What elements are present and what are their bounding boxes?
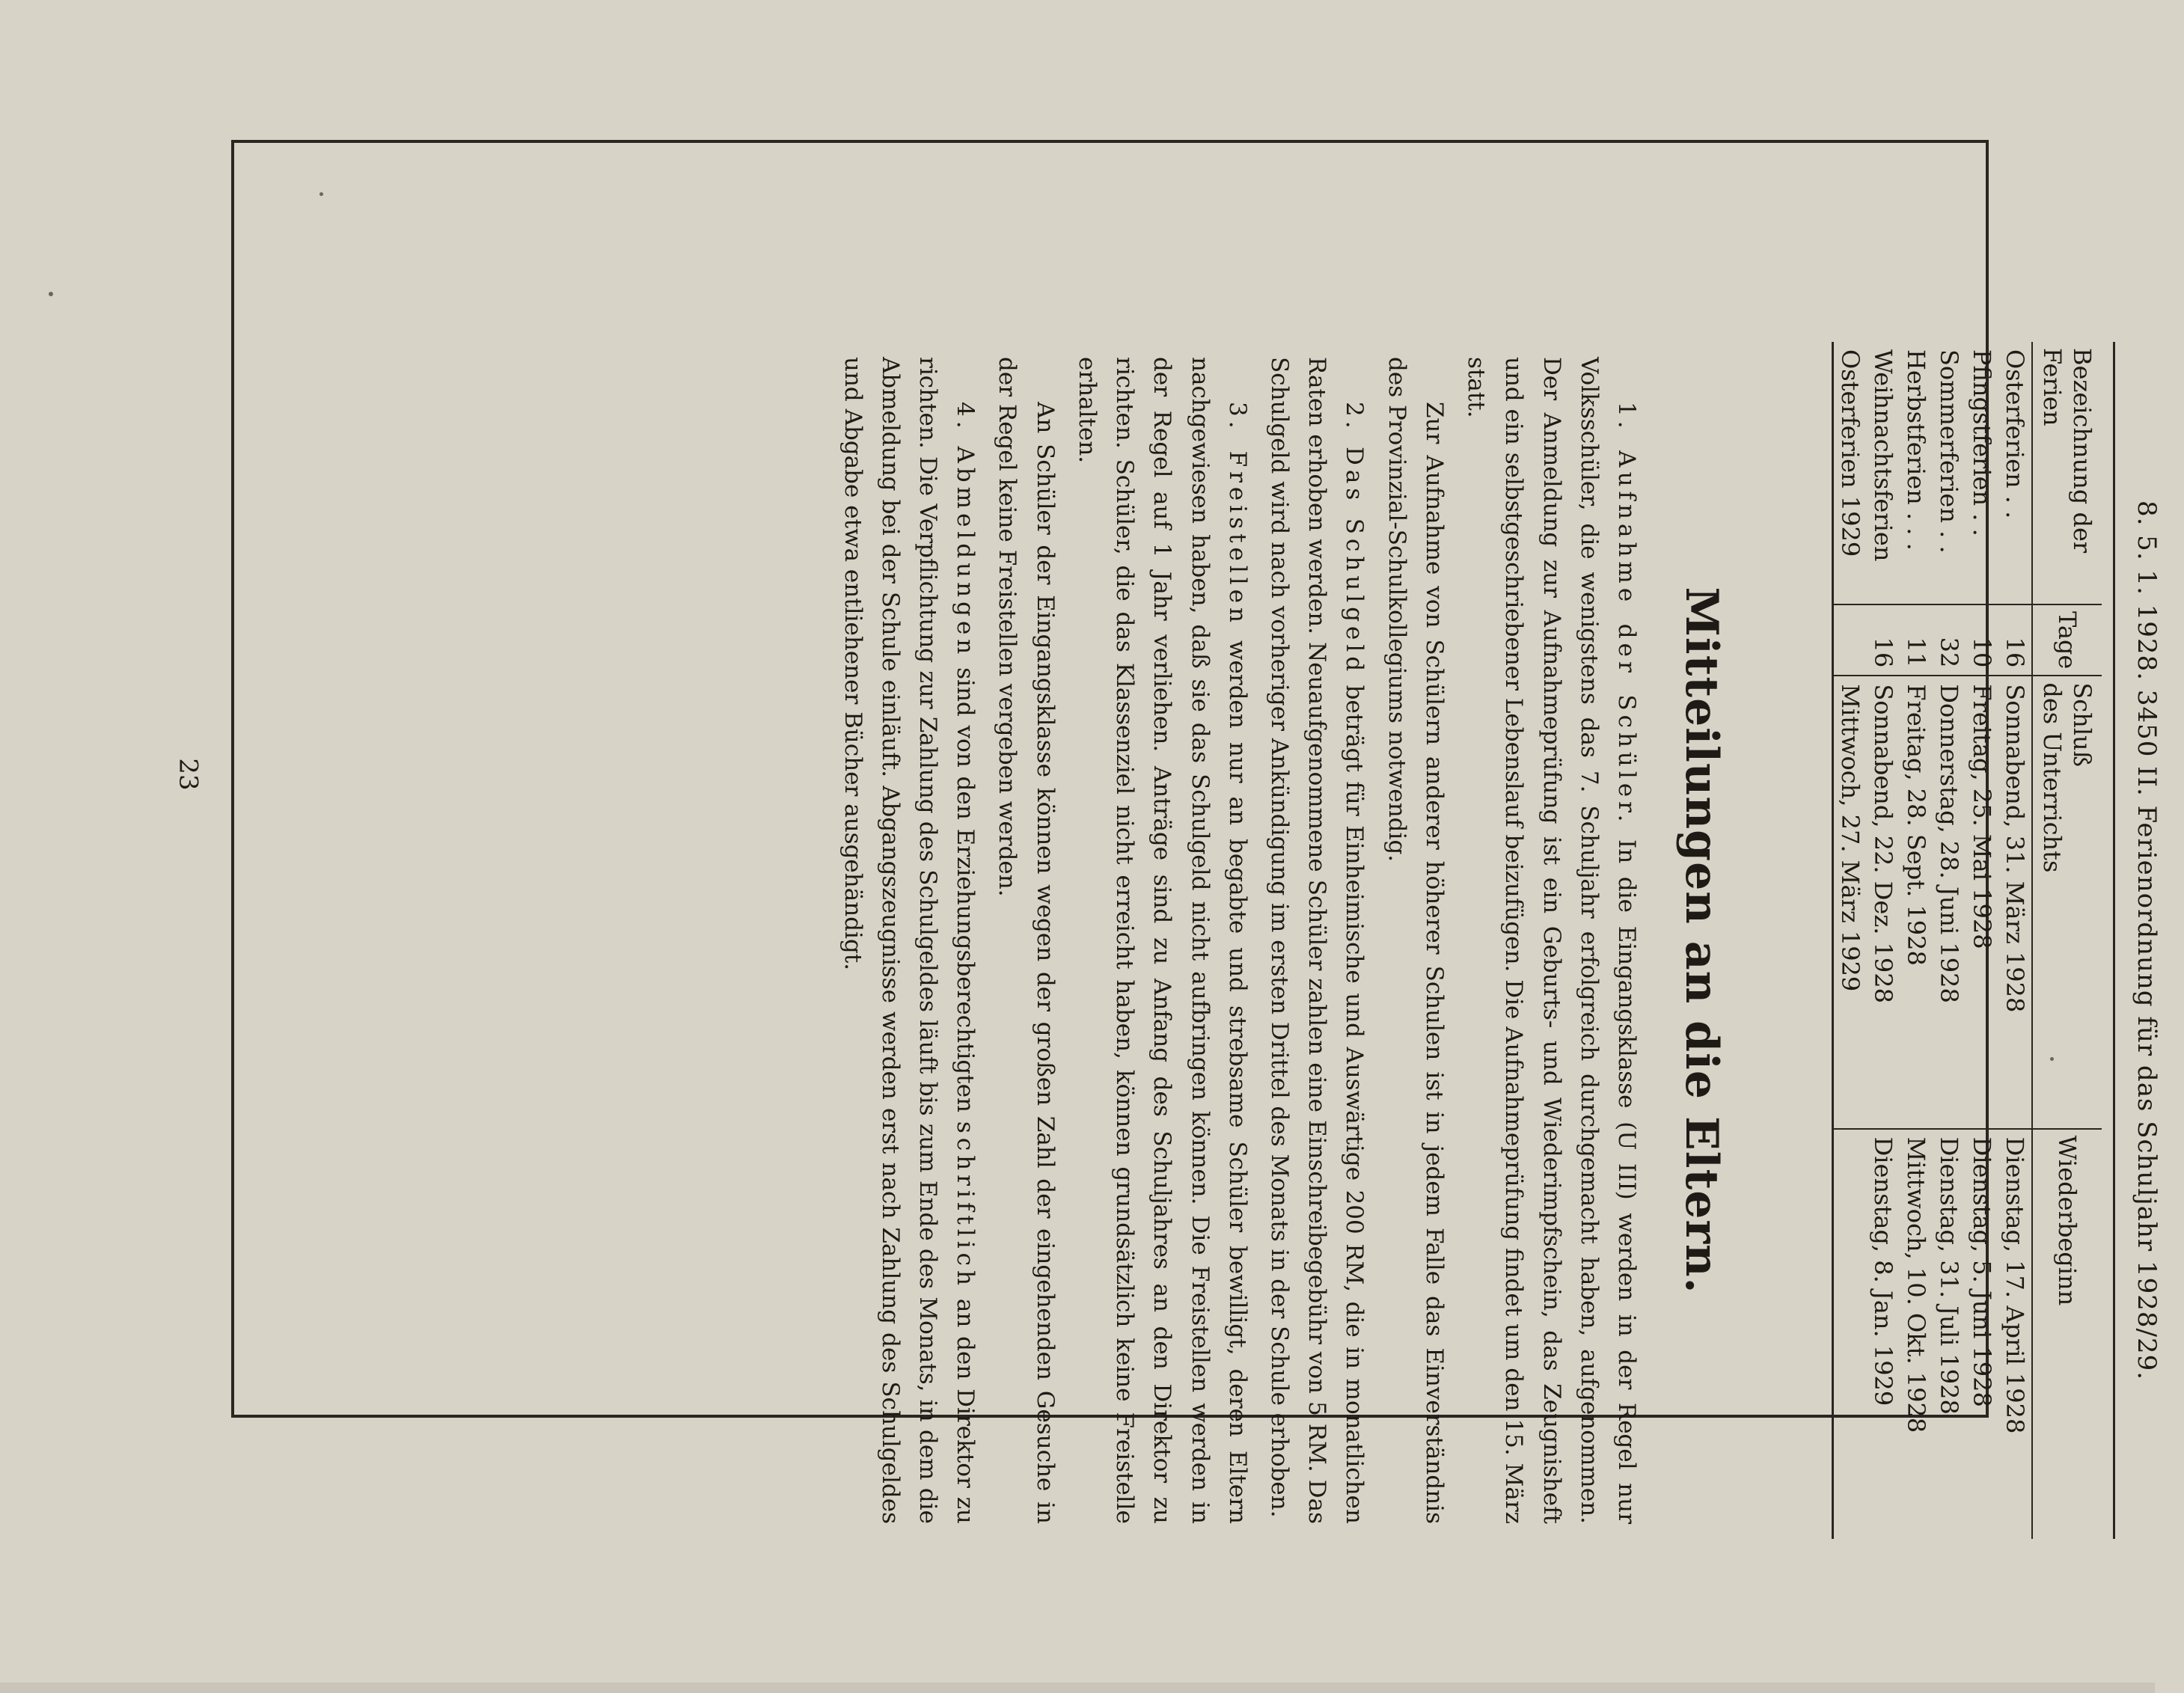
- cell-name: Sommerferien . .: [1933, 342, 1966, 604]
- header-start: Wiederbeginn: [2032, 1129, 2102, 1539]
- paragraph-entry-class: [988, 357, 1063, 1524]
- cell-end: Sonnabend, 31. März 1928: [1998, 676, 2032, 1128]
- tuition-heading: 2. Das Schulgeld: [1341, 402, 1368, 676]
- cell-end: Freitag, 25. Mai 1928: [1966, 676, 1998, 1128]
- paragraph-withdrawal: [833, 357, 984, 1524]
- cell-days: 16: [1867, 604, 1900, 676]
- admission-heading: 1. Aufnahme der Schüler.: [1613, 402, 1640, 827]
- header-end: [2032, 676, 2102, 1128]
- cell-start: Dienstag, 31. Juli 1928: [1935, 1136, 1963, 1415]
- header-name: Bezeichnung der Ferien: [2032, 342, 2102, 604]
- free-places-text: werden nur an begabte und strebsame Schüler bewilligt, deren Eltern nachgewiesen haben, daß sie das Schulgeld nicht aufbringen können. Die Freistellen werden in der Regel auf 1 Jahr verliehen. Anträge sind zu Anfang des Schuljahres an den Direktor zu richten. Schüler, die das Klassenziel nicht erreicht haben, können grundsätzlich keine Freistelle erhalten.: [1073, 357, 1251, 1525]
- cell-name: Herbstferien . . .: [1900, 342, 1933, 604]
- tuition-text: beträgt für Einheimische und Auswärtige 200 RM, die in monatlichen Raten erhoben werden. Neuaufgenommene Schüler zahlen eine Einschreibegebühr von 5 RM. Das Schulgeld wird nach vorheriger Ankündigung im ersten Drittel des Monats in der Schule erhoben.: [1266, 357, 1368, 1524]
- document-frame: [231, 140, 2162, 1525]
- withdrawal-mid: sind von den Erziehungsberechtigten: [952, 667, 979, 1113]
- cell-start: Dienstag, 8. Jan. 1929: [1869, 1136, 1897, 1406]
- header-end-label: Schluß: [2068, 682, 2096, 768]
- paragraph-free-places: [1068, 357, 1256, 1524]
- cell-end: Sonnabend, 22. Dez. 1928: [1867, 676, 1900, 1128]
- rotated-content: [478, 312, 2184, 1569]
- table-row: [1998, 342, 2032, 1539]
- withdrawal-text: an den Direktor zu richten. Die Verpflichtung zur Zahlung des Schulgeldes läuft bis zum Ende des Monats, in dem die Abmeldung bei der Schule einläuft. Abgangszeugnisse werden erst nach Zahlung des Schulgeldes und Abgabe etwa entliehener Bücher ausgehändigt.: [839, 357, 979, 1525]
- cell-days: 32: [1933, 604, 1966, 676]
- table-row: [1833, 342, 1868, 1539]
- cell-name: Osterferien . .: [1998, 342, 2032, 604]
- table-row: [1933, 342, 1966, 1539]
- cell-days: 10: [1966, 604, 1998, 676]
- paragraph-tuition: [1261, 357, 1374, 1524]
- holiday-section-title: 8. 5. 1. 1928. 3450 II. Ferienordnung für das Schuljahr 1928/29.: [2132, 500, 2162, 1381]
- cell-start: [1833, 1129, 1868, 1539]
- cell-end: Donnerstag, 28. Juni 1928: [1933, 676, 1966, 1128]
- entry-class-text: An Schüler der Eingangsklasse können wegen der großen Zahl der eingehenden Gesuche in der Regel keine Freistellen vergeben werden.: [994, 357, 1059, 1524]
- cell-name: Weihnachtsferien: [1867, 342, 1900, 604]
- table-row: [1966, 342, 1998, 1539]
- cell-start: Dienstag, 5. Juni 1928: [1968, 1136, 1996, 1407]
- cell-name: Osterferien 1929: [1833, 342, 1868, 604]
- title-rule: [2113, 342, 2115, 1539]
- header-end-suffix: des Unterrichts: [2038, 682, 2067, 873]
- table-row: [1867, 342, 1900, 1539]
- table-header-row: [2032, 342, 2102, 1539]
- cell-days: 11: [1900, 604, 1933, 676]
- cell-end: Mittwoch, 27. März 1929: [1833, 676, 1868, 1128]
- page-number: 23: [173, 758, 204, 791]
- header-days: Tage: [2032, 604, 2102, 676]
- transfer-text: Zur Aufnahme von Schülern anderer höherer Schulen ist in jedem Falle das Einverständnis des Provinzial-Schulkollegiums notwendig.: [1383, 357, 1448, 1524]
- cell-days: [1833, 604, 1868, 676]
- table-row: [1900, 342, 1933, 1539]
- holiday-table: [1832, 342, 2102, 1539]
- cell-start: Mittwoch, 10. Okt. 1928: [1902, 1136, 1930, 1433]
- cell-name: Pfingstferien . .: [1966, 342, 1998, 604]
- cell-start: Dienstag, 17. April 1928: [2001, 1136, 2029, 1434]
- notice-title: Mitteilungen an die Eltern.: [1675, 587, 1728, 1294]
- free-places-heading: 3. Freistellen: [1223, 402, 1251, 628]
- notice-body: [829, 357, 1645, 1524]
- withdrawal-heading: 4. Abmeldungen: [952, 402, 979, 659]
- withdrawal-spaced: schriftlich: [952, 1121, 979, 1290]
- paragraph-admission: [1457, 357, 1645, 1524]
- cell-end: Freitag, 28. Sept. 1928: [1900, 676, 1933, 1128]
- admission-text: In die Eingangsklasse (U III) werden in der Regel nur Volksschüler, die wenigstens das 7. Schuljahr erfolgreich durchgemacht haben, aufgenommen. Der Anmeldung zur Aufnahmeprüfung ist ein Geburts- und Wiederimpfschein, das Zeugnisheft und ein selbstgeschriebener Lebenslauf beizufügen. Die Aufnahmeprüfung findet um den 15. März statt.: [1463, 357, 1640, 1525]
- paper-speck: [49, 292, 53, 296]
- paragraph-transfer: [1377, 357, 1452, 1524]
- page-edge: [0, 1683, 2155, 1693]
- cell-days: 16: [1998, 604, 2032, 676]
